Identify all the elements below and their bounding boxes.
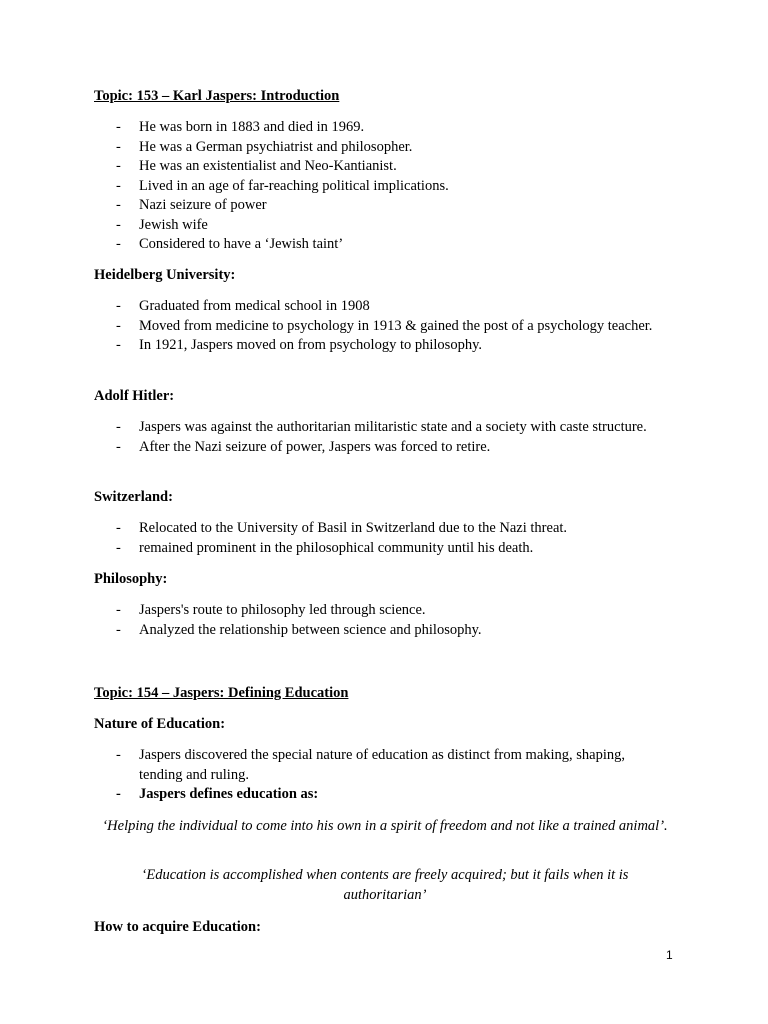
philosophy-heading: Philosophy: (94, 571, 168, 587)
list-item: - He was an existentialist and Neo-Kantianist. (116, 158, 397, 174)
philosophy-list (0, 601, 669, 640)
list-item: - Jaspers defines education as: (116, 786, 319, 802)
list-item: - Graduated from medical school in 1908 (116, 298, 370, 314)
hitler-heading: Adolf Hitler: (94, 388, 175, 404)
list-item: - Considered to have a ‘Jewish taint’ (116, 236, 344, 252)
list-item: - He was a German psychiatrist and philosopher. (116, 138, 413, 155)
topic-153-list (0, 118, 669, 255)
list-item: - Jaspers's route to philosophy led through science. (116, 602, 426, 618)
list-item: - Lived in an age of far-reaching political implications. (116, 177, 449, 194)
list-item: - Relocated to the University of Basil in Switzerland due to the Nazi threat. (116, 520, 568, 536)
topic-153-title: Topic: 153 – Karl Jaspers: Introduction (94, 88, 340, 104)
list-item: - Jewish wife (116, 216, 208, 233)
list-item: - remained prominent in the philosophical community until his death. (116, 539, 534, 556)
hitler-list (0, 418, 669, 457)
list-item: - Analyzed the relationship between science and philosophy. (116, 621, 482, 638)
list-item: - Jaspers discovered the special nature of education as distinct from making, shaping, tending and ruling. (116, 747, 626, 783)
list-item: - He was born in 1883 and died in 1969. (116, 119, 365, 135)
list-item: - After the Nazi seizure of power, Jaspers was forced to retire. (116, 438, 491, 455)
topic-154-title: Topic: 154 – Jaspers: Defining Education (94, 685, 349, 701)
heidelberg-list (0, 297, 669, 356)
heidelberg-heading: Heidelberg University: (94, 267, 236, 283)
switzerland-heading: Switzerland: (94, 489, 173, 505)
acquire-heading: How to acquire Education: (94, 919, 261, 935)
list-item: - Jaspers was against the authoritarian militaristic state and a society with caste structure. (116, 419, 647, 435)
switzerland-list (0, 519, 669, 558)
list-item: - Nazi seizure of power (116, 197, 267, 213)
education-quote-2: ‘Education is accomplished when contents are freely acquired; but it fails when it is authoritarian’ (141, 867, 629, 903)
list-item: - Moved from medicine to psychology in 1913 & gained the post of a psychology teacher. (116, 317, 653, 334)
nature-heading: Nature of Education: (94, 716, 226, 732)
list-item: - In 1921, Jaspers moved on from psychology to philosophy. (116, 337, 483, 353)
nature-list (0, 746, 669, 805)
education-quote-1: ‘Helping the individual to come into his own in a spirit of freedom and not like a trained animal’. (102, 818, 668, 834)
page-number: 1 (666, 948, 673, 962)
